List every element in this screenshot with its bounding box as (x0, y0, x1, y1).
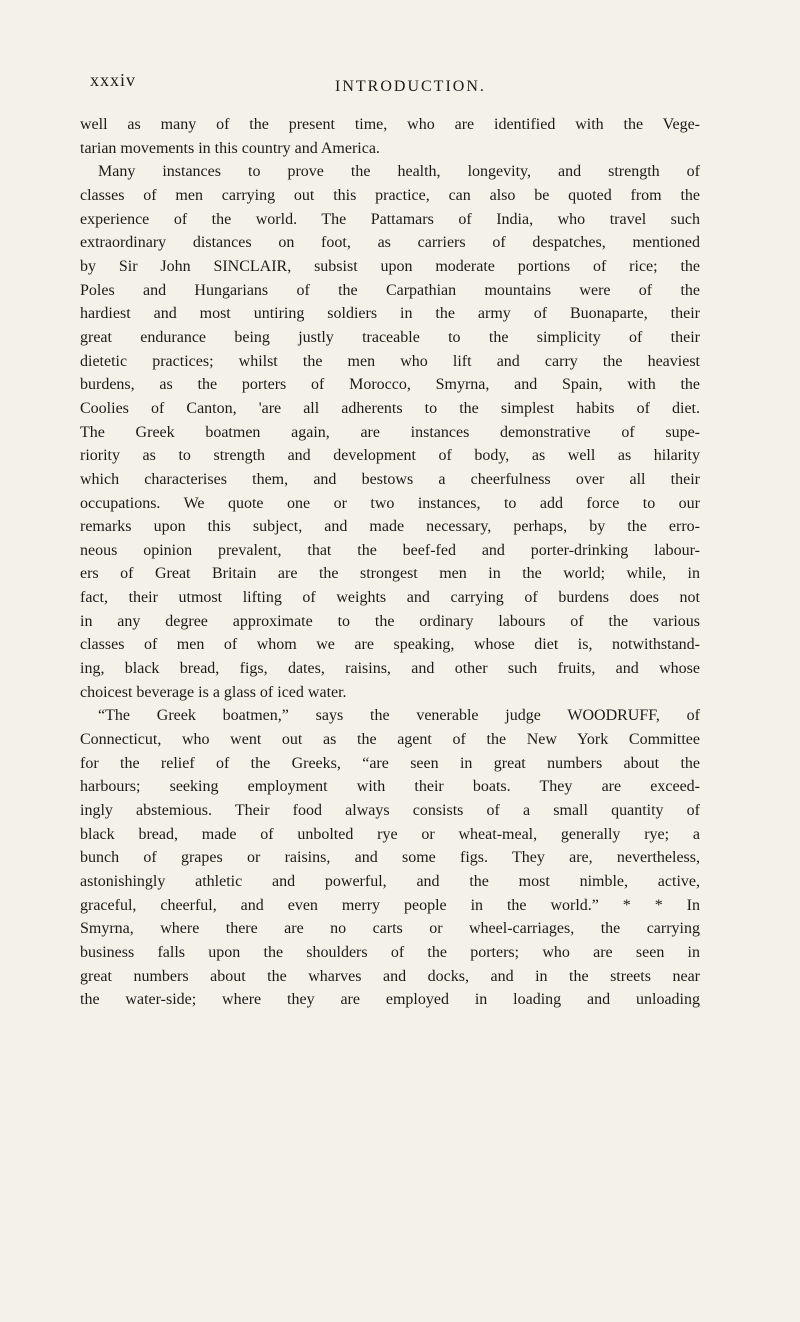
text-line: extraordinary distances on foot, as carriers of despatches, mentioned (80, 234, 700, 252)
page-number: xxxiv (90, 70, 137, 90)
text-line: “The Greek boatmen,” says the venerable judge WOODRUFF, of (98, 707, 700, 725)
text-line: Smyrna, where there are no carts or wheel-carriages, the carrying (80, 920, 700, 938)
text-line: well as many of the present time, who are identified with the Vege- (80, 116, 700, 133)
text-line: experience of the world. The Pattamars of India, who travel such (80, 210, 700, 228)
text-line: choicest beverage is a glass of iced water. (80, 683, 347, 701)
text-line: astonishingly athletic and powerful, and the most nimble, active, (80, 873, 700, 890)
body-text (80, 113, 700, 1012)
text-line: neous opinion prevalent, that the beef-fed and porter-drinking labour- (80, 541, 700, 559)
text-line: burdens, as the porters of Morocco, Smyrna, and Spain, with the (80, 376, 700, 394)
text-line: harbours; seeking employment with their boats. They are exceed- (80, 778, 700, 796)
text-line: in any degree approximate to the ordinary labours of the various (80, 612, 700, 630)
text-line: by Sir John SINCLAIR, subsist upon moderate portions of rice; the (80, 257, 700, 275)
text-line: The Greek boatmen again, are instances demonstrative of supe- (80, 423, 700, 441)
text-line: which characterises them, and bestows a cheerfulness over all their (80, 470, 700, 488)
text-line: Connecticut, who went out as the agent of the New York Committee (80, 731, 700, 749)
text-line: riority as to strength and development of body, as well as hilarity (80, 447, 700, 465)
text-line: Poles and Hungarians of the Carpathian mountains were of the (80, 281, 700, 299)
text-line: hardiest and most untiring soldiers in the army of Buonaparte, their (80, 305, 700, 323)
text-line: tarian movements in this country and America. (80, 139, 380, 157)
text-line: Coolies of Canton, 'are all adherents to the simplest habits of diet. (80, 399, 700, 417)
text-line: graceful, cheerful, and even merry people in the world.” * * In (80, 896, 700, 914)
text-line: dietetic practices; whilst the men who lift and carry the heaviest (80, 352, 700, 370)
text-line: occupations. We quote one or two instances, to add force to our (80, 494, 700, 512)
text-line: ing, black bread, figs, dates, raisins, and other such fruits, and whose (80, 660, 700, 678)
text-line: the water-side; where they are employed in loading and unloading (80, 991, 700, 1009)
page-header (80, 70, 730, 100)
text-line: classes of men carrying out this practice, can also be quoted from the (80, 186, 700, 204)
text-line: for the relief of the Greeks, “are seen in great numbers about the (80, 754, 700, 772)
text-line: great numbers about the wharves and docks, and in the streets near (80, 967, 700, 985)
text-line: remarks upon this subject, and made necessary, perhaps, by the erro- (80, 518, 700, 536)
text-line: great endurance being justly traceable to the simplicity of their (80, 328, 700, 346)
text-line: business falls upon the shoulders of the porters; who are seen in (80, 943, 700, 961)
text-line: bunch of grapes or raisins, and some figs. They are, nevertheless, (80, 849, 700, 867)
text-line: fact, their utmost lifting of weights and carrying of burdens does not (80, 589, 700, 607)
text-line: ingly abstemious. Their food always consists of a small quantity of (80, 802, 700, 820)
text-line: black bread, made of unbolted rye or wheat-meal, generally rye; a (80, 825, 700, 843)
text-line: classes of men of whom we are speaking, whose diet is, notwithstand- (80, 636, 700, 654)
text-line: ers of Great Britain are the strongest men in the world; while, in (80, 565, 700, 583)
running-head: INTRODUCTION. (335, 78, 486, 95)
text-line: Many instances to prove the health, longevity, and strength of (98, 163, 700, 181)
